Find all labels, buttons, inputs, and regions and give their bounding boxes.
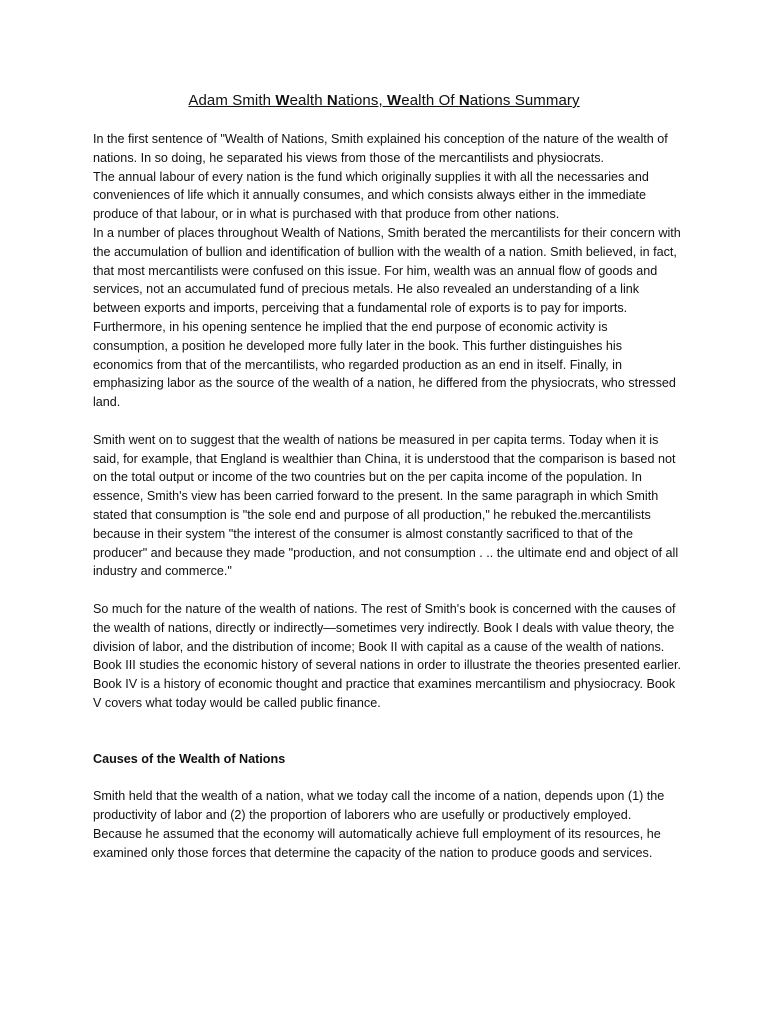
title-part: ations Summary (469, 92, 580, 109)
paragraph-causes: Smith held that the wealth of a nation, what we today call the income of a nation, depends upon (1) the productivity of labor and (2) the proportion of laborers who are usefully or productively employed. Because he assumed that the economy will automatically achieve full employment of its resources, he examined only those forces that determine the capacity of the nation to produce goods and services. (93, 789, 665, 860)
paragraph-quote: The annual labour of every nation is the fund which originally supplies it with all the necessaries and conveniences of life which it annually consumes, and which consists always either in the immediate produce of that labour, or in what is purchased with that produce from other nations. (93, 169, 649, 222)
title-part: ealth Of (401, 92, 459, 109)
paragraph-gap (93, 581, 683, 600)
document-title (0, 92, 768, 109)
paragraph-mercantilists: In a number of places throughout Wealth of Nations, Smith berated the mercantilists for their concern with the accumulation of bullion and identification of bullion with the wealth of a nation. Smith believed, in fact, that most mercantilists were confused on this issue. For him, wealth was an annual flow of goods and services, not an accumulated fund of precious metals. He also revealed an understanding of a link between exports and imports, perceiving that a fundamental role of exports is to pay for imports. Furthermore, in his opening sentence he implied that the end purpose of economic activity is consumption, a position he developed more fully later in the book. This further distinguishes his economics from that of the mercantilists, who regarded production as an end in itself. Finally, in emphasizing labor as the source of the wealth of a nation, he differed from the physiocrats, who stressed land. (93, 225, 681, 410)
title-part: N (458, 92, 470, 109)
paragraph-books: So much for the nature of the wealth of nations. The rest of Smith's book is concerned with the causes of the wealth of nations, directly or indirectly—sometimes very indirectly. Book I deals with value theory, the division of labor, and the distribution of income; Book II with capital as a cause of the wealth of nations. Book III studies the economic history of several nations in order to illustrate the theories presented earlier. Book IV is a history of economic thought and practice that examines mercantilism and physiocracy. Book V covers what today would be called public finance. (93, 601, 682, 710)
paragraph-intro: In the first sentence of "Wealth of Nations, Smith explained his conception of the nature of the wealth of nations. In so doing, he separated his views from those of the mercantilists and physiocrats. (93, 132, 668, 165)
title-part: N (326, 92, 338, 109)
title-part: Adam Smith (188, 92, 276, 109)
paragraph-gap (93, 412, 683, 431)
title-part: W (275, 92, 290, 109)
document-body (93, 130, 683, 862)
title-part: ations, (337, 92, 388, 109)
paragraph-per-capita: Smith went on to suggest that the wealth of nations be measured in per capita terms. Today when it is said, for example, that England is wealthier than China, it is understood that the comparison is based not on the total output or income of the two countries but on the per capita income of the population. In essence, Smith's view has been carried forward to the present. In the same paragraph in which Smith stated that consumption is "the sole end and purpose of all production," he rebuked the.mercantilists because in their system "the interest of the consumer is almost constantly sacrificed to that of the producer" and because they made "production, and not consumption . .. the ultimate end and object of all industry and commerce." (93, 432, 679, 579)
title-part: ealth (289, 92, 327, 109)
section-heading: Causes of the Wealth of Nations (93, 751, 286, 766)
paragraph-gap (93, 713, 683, 750)
paragraph-gap (93, 769, 683, 788)
title-part: W (387, 92, 402, 109)
